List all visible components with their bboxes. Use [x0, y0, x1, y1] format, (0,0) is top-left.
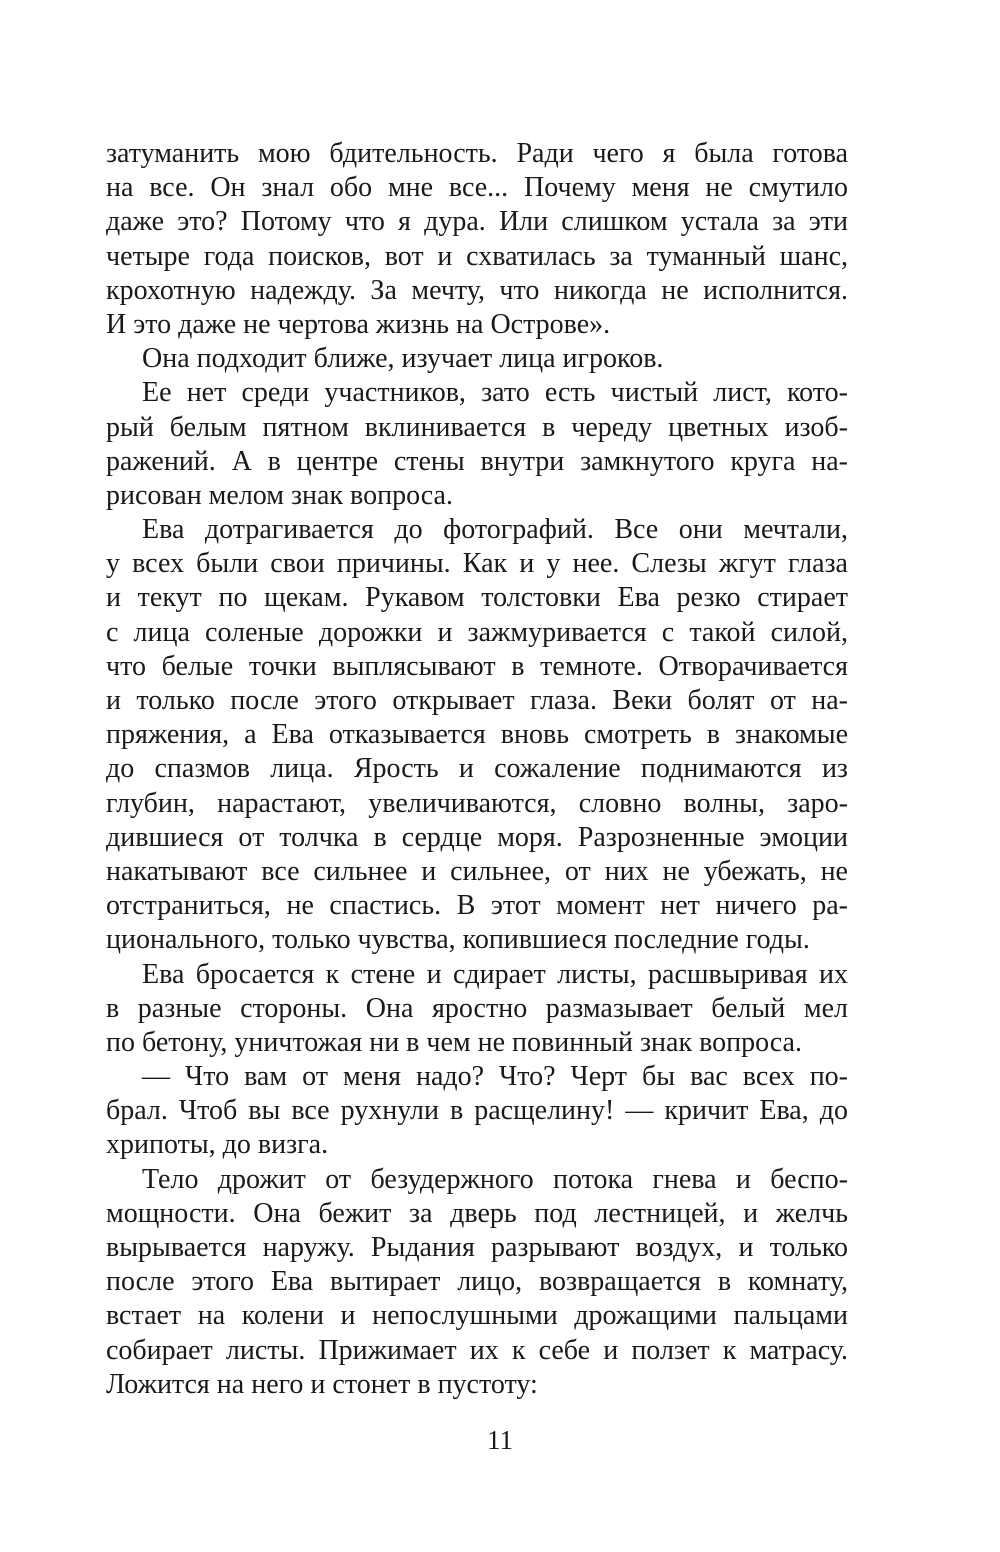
text-line: встает на колени и непослушными дрожащими пальцами [106, 1300, 848, 1332]
text-line: на все. Он знал обо мне все... Почему меня не смутило [106, 172, 848, 204]
text-line: до спазмов лица. Ярость и сожаление поднимаются из [106, 753, 848, 785]
text-line: после этого Ева вытирает лицо, возвращается в комнату, [106, 1266, 848, 1298]
text-line: Ева дотрагивается до фотографий. Все они мечтали, [142, 514, 848, 546]
text-line: четыре года поисков, вот и схватилась за туманный шанс, [106, 240, 848, 272]
text-line: и текут по щекам. Рукавом толстовки Ева резко стирает [106, 582, 848, 614]
text-line: рый белым пятном вклинивается в череду цветных изоб- [106, 411, 848, 443]
text-line: собирает листы. Прижимает их к себе и ползет к матрасу. [106, 1334, 848, 1366]
text-line: Ева бросается к стене и сдирает листы, расшвыривая их [142, 958, 848, 990]
text-line: — Что вам от меня надо? Что? Черт бы вас всех по- [142, 1061, 848, 1093]
page-number: 11 [487, 1425, 513, 1455]
text-line: хрипоты, до визга. [106, 1129, 329, 1161]
text-line: по бетону, уничтожая ни в чем не повинный знак вопроса. [106, 1026, 802, 1058]
body-text [106, 137, 848, 1402]
text-line: И это даже не чертова жизнь на Острове». [106, 308, 611, 340]
text-line: затуманить мою бдительность. Ради чего я была готова [106, 138, 848, 169]
text-line: мощности. Она бежит за дверь под лестницей, и желчь [106, 1197, 848, 1229]
text-line: с лица соленые дорожки и зажмуривается с такой силой, [106, 616, 848, 648]
text-line: брал. Чтоб вы все рухнули в расщелину! — кричит Ева, до [106, 1095, 848, 1127]
text-line: ционального, только чувства, копившиеся последние годы. [106, 924, 810, 956]
text-line: даже это? Потому что я дура. Или слишком устала за эти [106, 206, 848, 238]
text-line: вырывается наружу. Рыдания разрывают воздух, и только [106, 1232, 848, 1263]
text-line: Тело дрожит от безудержного потока гнева и беспо- [142, 1163, 848, 1195]
text-line: рисован мелом знак вопроса. [106, 479, 453, 511]
text-line: что белые точки выплясывают в темноте. Отворачивается [106, 650, 848, 682]
text-line: пряжения, а Ева отказывается вновь смотреть в знакомые [106, 719, 848, 751]
text-line: ражений. А в центре стены внутри замкнутого круга на- [106, 445, 848, 477]
text-line: в разные стороны. Она яростно размазывает белый мел [106, 992, 848, 1024]
text-line: Она подходит ближе, изучает лица игроков. [142, 343, 664, 375]
text-line: крохотную надежду. За мечту, что никогда не исполнится. [106, 274, 848, 306]
text-line: Ее нет среди участников, зато есть чистый лист, кото- [142, 377, 848, 409]
text-line: Ложится на него и стонет в пустоту: [106, 1368, 538, 1400]
text-line: отстраниться, не спастись. В этот момент нет ничего ра- [106, 890, 848, 922]
text-line: дившиеся от толчка в сердце моря. Разрозненные эмоции [106, 821, 848, 853]
text-line: накатывают все сильнее и сильнее, от них не убежать, не [106, 855, 848, 887]
text-line: глубин, нарастают, увеличиваются, словно волны, заро- [106, 787, 848, 819]
text-line: и только после этого открывает глаза. Веки болят от на- [106, 685, 848, 716]
text-line: у всех были свои причины. Как и у нее. Слезы жгут глаза [106, 548, 848, 580]
